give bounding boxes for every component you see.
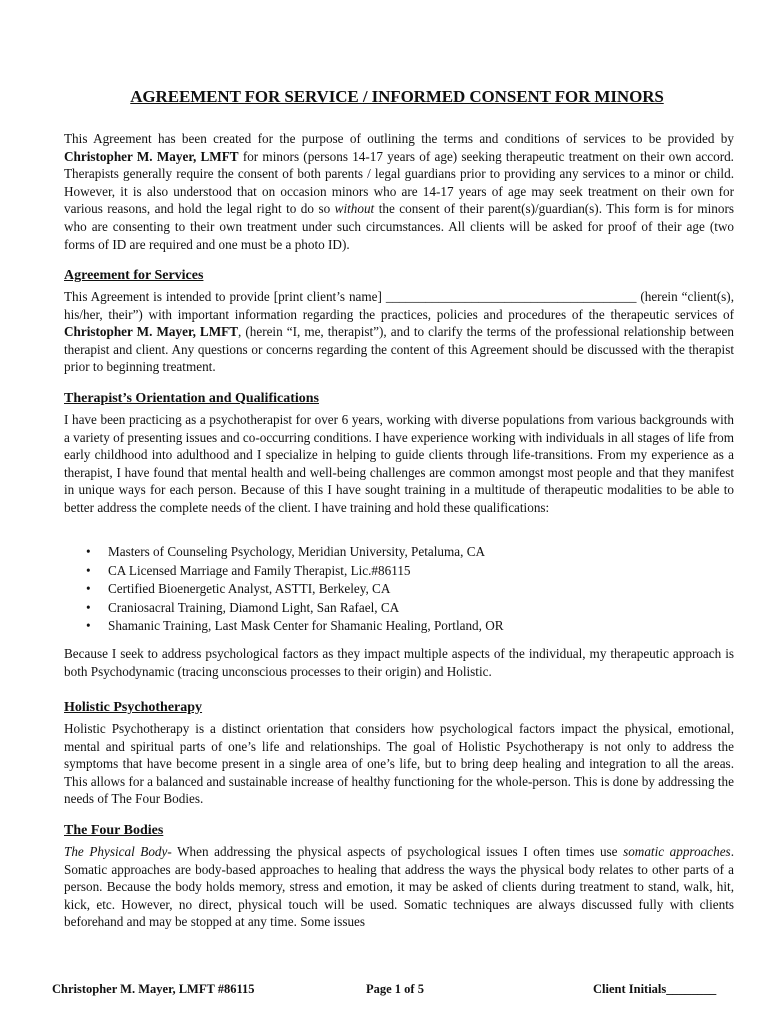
qualifications-list: [64, 543, 704, 636]
physical-body-paragraph: [64, 843, 734, 931]
qualification-text: CA Licensed Marriage and Family Therapist, Lic.#86115: [108, 562, 411, 578]
therapist-name: Christopher M. Mayer, LMFT: [64, 148, 239, 164]
footer-author: Christopher M. Mayer, LMFT #86115: [52, 982, 255, 996]
bullet-icon: •: [86, 562, 91, 578]
list-item: [64, 599, 704, 618]
list-item: [64, 562, 704, 581]
bullet-icon: •: [86, 581, 91, 597]
agreement-paragraph: [64, 288, 734, 376]
qualification-text: Craniosacral Training, Diamond Light, San Rafael, CA: [108, 599, 400, 615]
list-item: [64, 617, 704, 636]
footer-client-initials: Client Initials________: [593, 982, 717, 996]
somatic-emphasis: somatic approaches: [623, 844, 731, 859]
qualification-text: Masters of Counseling Psychology, Meridian University, Petaluma, CA: [108, 544, 486, 559]
orientation-heading: Therapist’s Orientation and Qualifications: [64, 391, 320, 406]
agreement-heading: Agreement for Services: [64, 268, 204, 283]
footer-page-number: Page 1 of 5: [366, 982, 424, 996]
physical-text-1: - When addressing the physical aspects of psychological issues I often times use: [167, 844, 624, 859]
agreement-therapist-name: Christopher M. Mayer, LMFT: [64, 324, 239, 340]
intro-text-3: the consent of their parent(s)/guardian(s). This form is for minors who are consenting to their own treatment under such circumstances. All clients will be asked for proof of their age (two forms of ID are required and one must be a photo ID).: [64, 201, 734, 252]
without-emphasis: without: [334, 201, 375, 217]
list-item: [64, 580, 704, 599]
orientation-paragraph: I have been practicing as a psychotherapist for over 6 years, working with diverse populations from various backgrounds with a variety of presenting issues and co-occurring conditions. I have experience working with individuals in all stages of life from early childhood into adulthood and I specialize in helping to guide clients through life-transitions. From my experience as a therapist, I have found that mental health and well-being challenges are common amongst most people and that they manifest in unique ways for each person. Because of this I have sought training in a multitude of therapeutic modalities to be able to better address the complete needs of the client. I have training and hold these qualifications:: [64, 412, 734, 515]
bullet-icon: •: [86, 544, 91, 559]
document-title: AGREEMENT FOR SERVICE / INFORMED CONSENT FOR MINORS: [130, 87, 664, 106]
agreement-text-2: , (herein “I, me, therapist”), and to clarify the terms of the professional relationship between therapist and client. Any questions or concerns regarding the content of this Agreement should be discussed with the therapist prior to beginning treatment.: [64, 324, 734, 375]
intro-text-2: for minors (persons 14-17 years of age) seeking therapeutic treatment on their own accord. Therapists generally require the consent of both parents / legal guardians prior to providing any services to a minor or child. However, it is also understood that on occasion minors who are 14-17 years of age may seek treatment on their own for various reasons, and hold the legal right to do so: [64, 148, 734, 217]
qualification-text: Certified Bioenergetic Analyst, ASTTI, Berkeley, CA: [108, 581, 391, 597]
physical-body-label: The Physical Body: [64, 844, 168, 859]
bullet-icon: •: [86, 618, 91, 634]
holistic-paragraph: Holistic Psychotherapy is a distinct orientation that considers how psychological factors impact the physical, emotional, mental and spiritual parts of one’s life and relationships. The goal of Holistic Psychotherapy is not only to address the symptoms that have become present in a single area of one’s life, but to bring deep healing and integration to all the areas. This allows for a balanced and sustainable increase of healthy functioning for the whole-person. This is done by addressing the needs of The Four Bodies.: [64, 721, 734, 807]
approach-paragraph: Because I seek to address psychological factors as they impact multiple aspects of the individual, my therapeutic approach is both Psychodynamic (tracing unconscious processes to their origin) and Holistic.: [64, 646, 734, 679]
list-item: [64, 543, 704, 562]
holistic-heading: Holistic Psychotherapy: [64, 700, 203, 715]
bullet-icon: •: [86, 599, 91, 615]
four-bodies-heading: The Four Bodies: [64, 823, 164, 838]
physical-text-2: . Somatic approaches are body-based approaches to healing that address the ways the physical body relates to other parts of a person. Because the body holds memory, stress and emotion, it may be asked of clients during treatment to stand, walk, hit, kick, etc. However, no direct, physical touch will be used. Somatic techniques are always discussed fully with clients beforehand and may be stopped at any time. Some issues: [64, 844, 734, 930]
agreement-text-1: This Agreement is intended to provide [print client’s name] ______________________________________ (herein “client(s), his/her, their”) with important information regarding the practices, policies and procedures of the therapeutic services of: [64, 289, 734, 322]
intro-paragraph: [64, 130, 734, 253]
qualification-text: Shamanic Training, Last Mask Center for Shamanic Healing, Portland, OR: [108, 618, 504, 634]
intro-text-1: This Agreement has been created for the purpose of outlining the terms and conditions of services to be provided by: [64, 131, 734, 146]
